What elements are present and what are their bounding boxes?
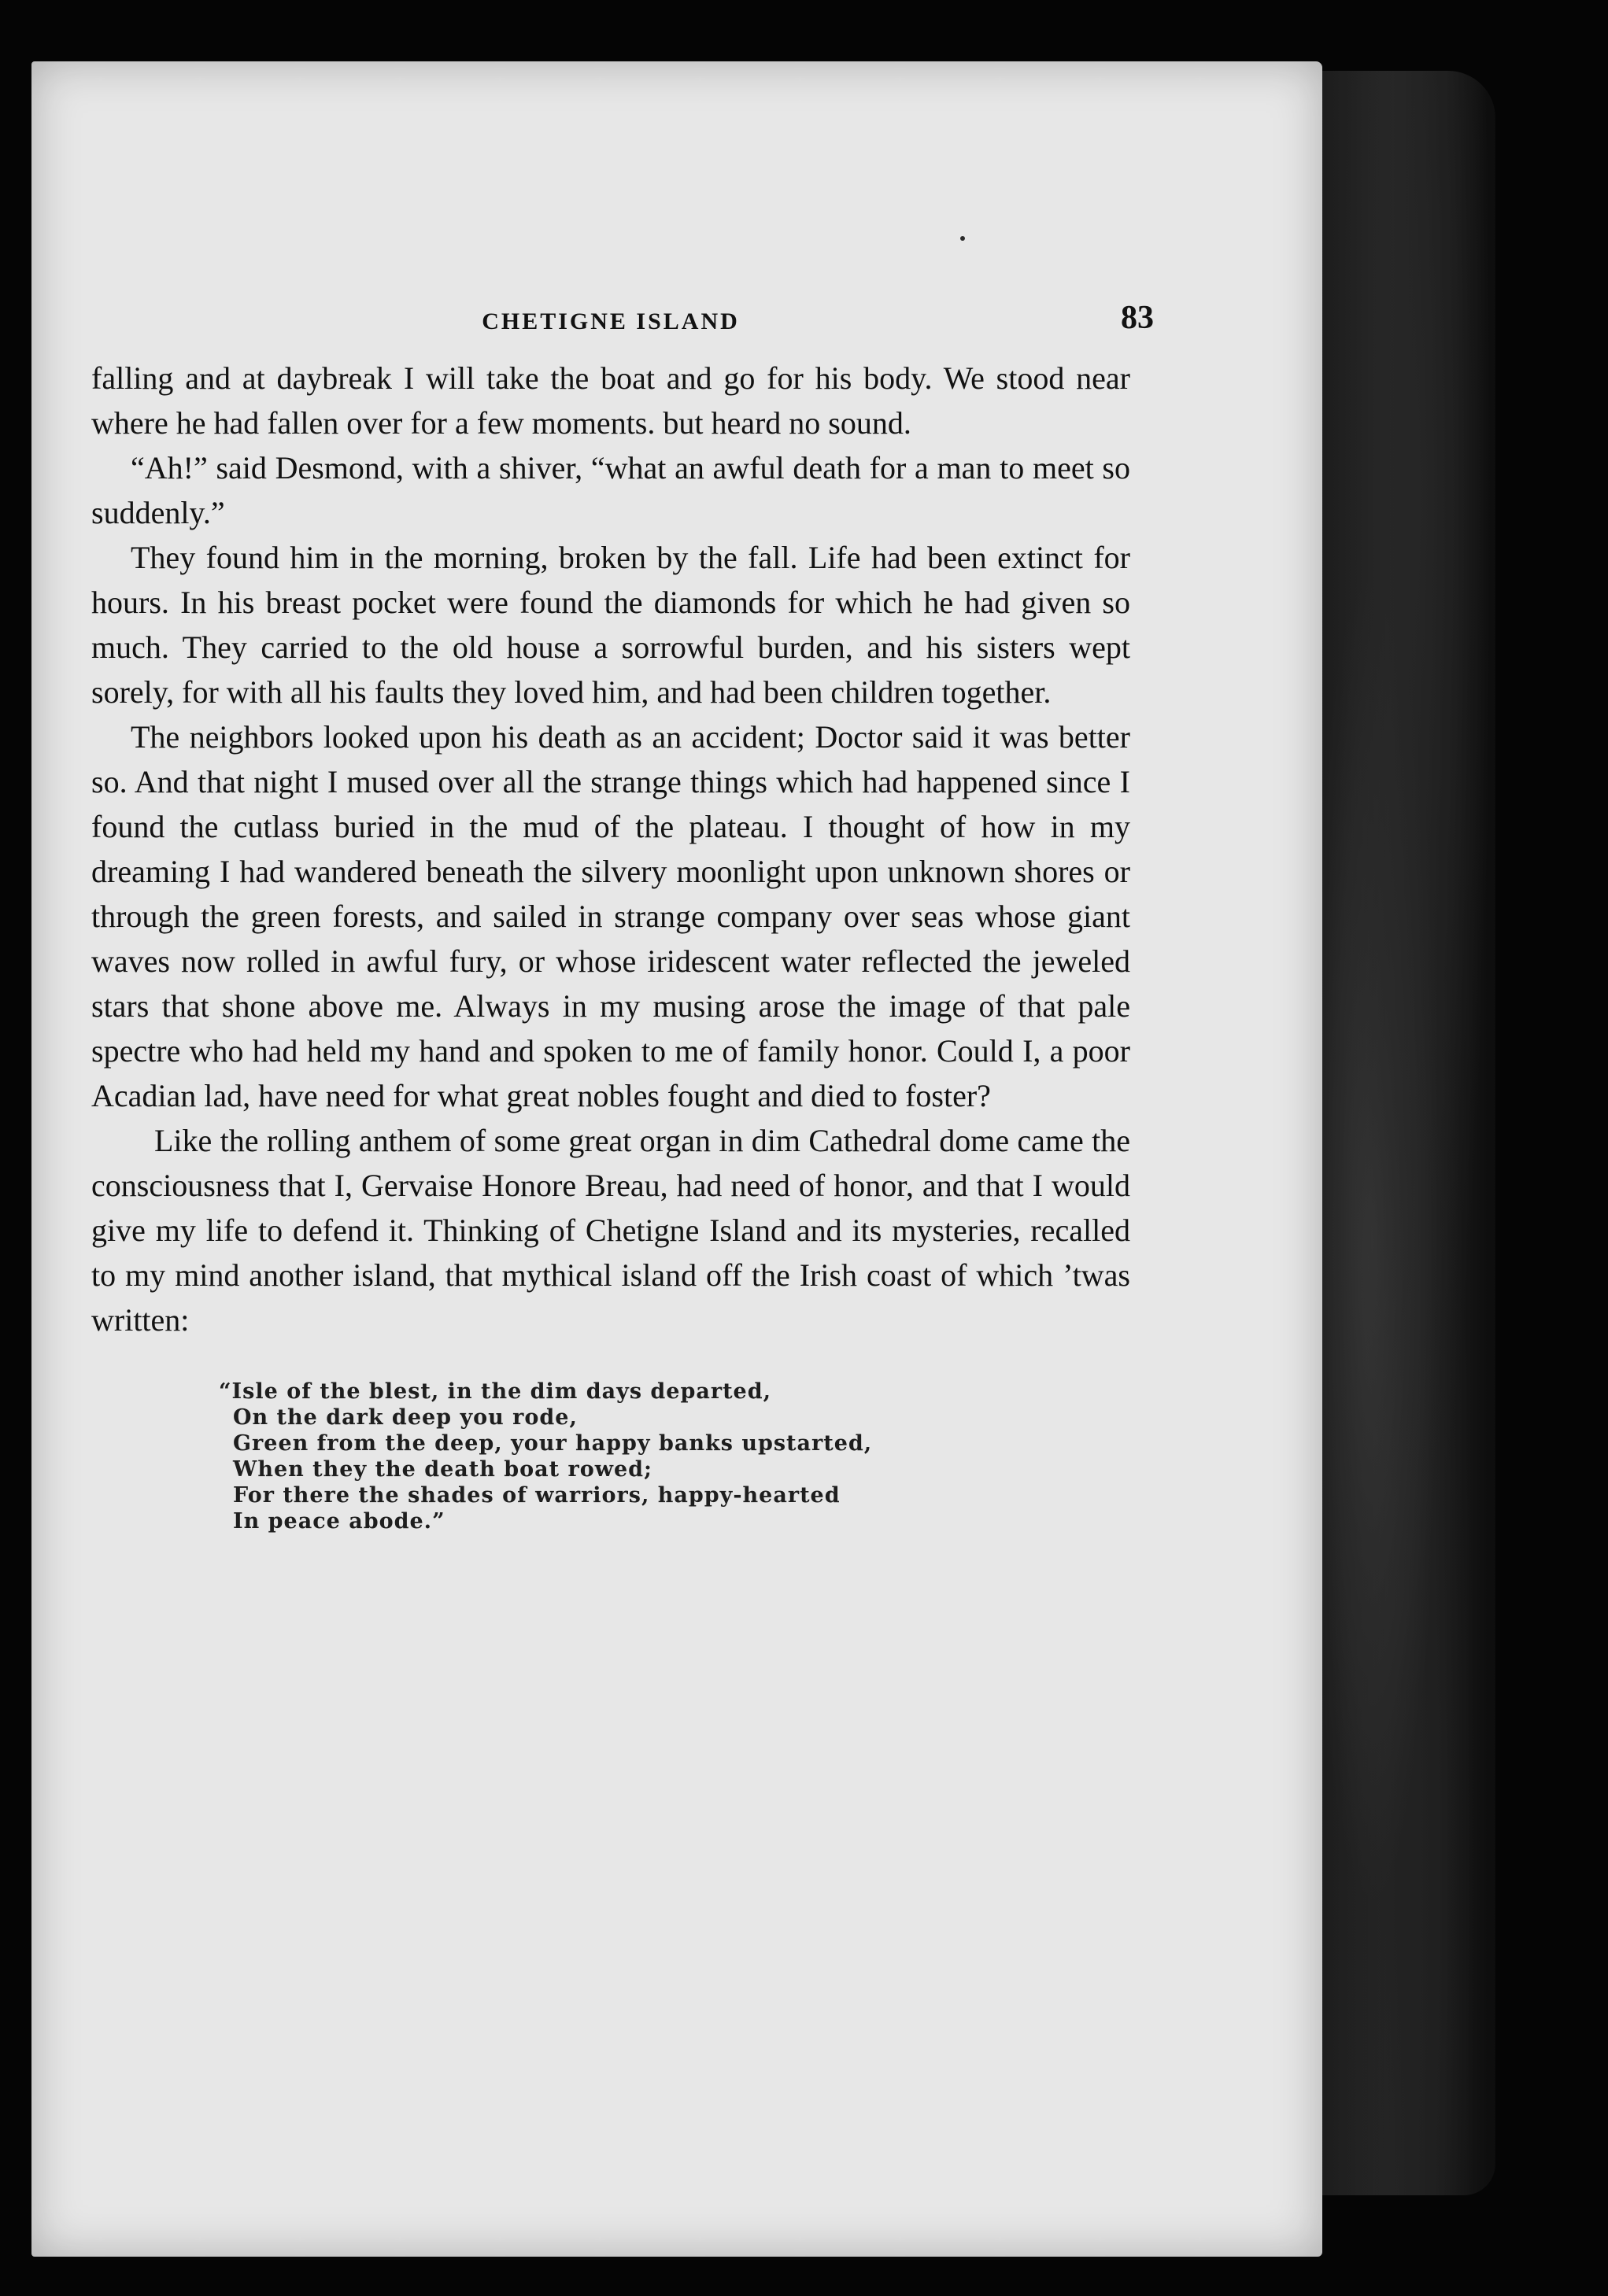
paragraph-1: falling and at daybreak I will take the boat and go for his body. We stood near where he had fallen over for a few moments. but heard no sound. <box>91 360 1130 441</box>
poem-quote <box>219 1379 1130 1534</box>
running-title: CHETIGNE ISLAND <box>482 308 740 334</box>
body-text <box>91 356 1130 1342</box>
poem-line: On the dark deep you rode, <box>233 1405 578 1430</box>
dust-speck <box>960 236 965 241</box>
poem-line: When they the death boat rowed; <box>233 1457 653 1482</box>
paragraph-5: Like the rolling anthem of some great organ in dim Cathedral dome came the consciousness that I, Gervaise Honore Breau, had need of honor, and that I would give my life to defend it. Thinking of Chetigne Island and its mysteries, recalled to my mind another island, that mythical island off the Irish coast of which ’twas written: <box>91 1123 1130 1338</box>
poem-line: “Isle of the blest, in the dim days departed, <box>219 1379 772 1404</box>
paragraph-4: The neighbors looked upon his death as an accident; Doctor said it was better so. And that night I mused over all the strange things which had happened since I found the cutlass buried in the mud of the plateau. I thought of how in my dreaming I had wandered beneath the silvery moonlight upon unknown shores or through the green forests, and sailed in strange company over seas whose giant waves now rolled in awful fury, or whose iridescent water reflected the jeweled stars that shone above me. Always in my musing arose the image of that pale spectre who had held my hand and spoken to me of family honor. Could I, a poor Acadian lad, have need for what great nobles fought and died to foster? <box>91 719 1130 1113</box>
paragraph-3: They found him in the morning, broken by the fall. Life had been extinct for hours. In his breast pocket were found the diamonds for which he had given so much. They carried to the old house a sorrowful burden, and his sisters wept sorely, for with all his faults they loved him, and had been children together. <box>91 540 1130 710</box>
paragraph-2: “Ah!” said Desmond, with a shiver, “what an awful death for a man to meet so suddenly.” <box>91 450 1130 530</box>
poem-line: In peace abode.” <box>233 1509 445 1534</box>
running-head <box>91 293 1154 356</box>
poem-line: Green from the deep, your happy banks upstarted, <box>233 1431 873 1456</box>
page-number: 83 <box>1121 300 1154 336</box>
book-page <box>31 61 1322 2257</box>
poem-line: For there the shades of warriors, happy-hearted <box>233 1483 841 1508</box>
page-content <box>91 293 1154 1534</box>
